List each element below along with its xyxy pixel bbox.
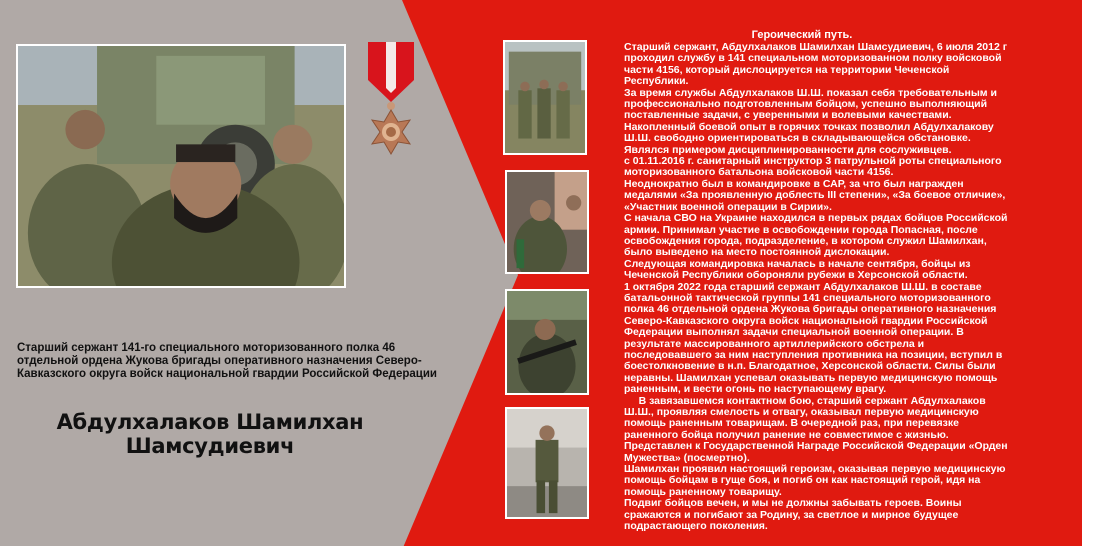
hero-name-line-2: Шамсудиевич: [125, 434, 295, 458]
main-photo: [16, 44, 346, 288]
bio-paragraph: С начала СВО на Украине находился в первых рядах бойцов Российской армии. Принимал участие в освобождении города Попасная, после освобождения города, подразделение, в котором служил Шамилхан, было выведено на место постоянной дислокации.: [624, 212, 1008, 259]
bio-paragraph: Накопленный боевой опыт в горячих точках позволил Абдулхалакову Ш.Ш. свободно ориентироваться в складывающейся обстановке.: [624, 120, 994, 145]
rank-caption: Старший сержант 141-го специального моторизованного полка 46 отдельной ордена Жукова бригады оперативного назначения Северо-Кавказского округа войск национальной гвардии Российской Федерации: [17, 342, 437, 380]
bio-paragraph: Являлся примером дисциплинированности для сослуживцев.: [624, 143, 952, 156]
photo-soldier-gun: [505, 289, 589, 395]
bio-paragraph: В завязавшемся контактном бою, старший сержант Абдулхалаков Ш.Ш., проявляя смелость и отвагу, оказывал первую медицинскую помощь раненным товарищам. В очередной раз, при перевязке раненного бойца получил ранение не совместимое с жизнью.: [624, 394, 989, 441]
bio-paragraph: Старший сержант, Абдулхалаков Шамилхан Шамсудиевич, 6 июля 2012 г проходил службу в 141 специальном моторизованном полку войсковой части 4156, который дислоцируется на территории Чеченской Республики.: [624, 41, 1008, 88]
photo-soldier-room: [505, 170, 589, 274]
biography-title: Героический путь.: [751, 29, 853, 41]
photo-soldiers-vehicle: [503, 40, 587, 155]
bio-paragraph: с 01.11.2016 г. санитарный инструктор 3 патрульной роты специального моторизованного батальона войсковой части 4156.: [624, 155, 1002, 179]
bottom-frame-edge: [0, 546, 1093, 550]
right-frame-edge: [1082, 0, 1093, 550]
bio-paragraph: 1 октября 2022 года старший сержант Абдулхалаков Ш.Ш. в составе батальонной тактической группы 141 специального моторизованного полка 46 отдельной ордена Жукова бригады оперативного назначения Северо-Кавказского округа войск национальной гвардии Российской Федерации выполнял задачи специальной военной операции. В результате массированного артиллерийского обстрела и последовавшего за ним наступления противника на позиции, вступил в боестолкновение в н.п. Благодатное, Херсонской области. Силы были неравны. Шамилхан успевал оказывать первую медицинскую помощь раненным, и вести огонь по наступающему врагу.: [624, 280, 1003, 396]
bio-paragraph: Следующая командировка началась в начале сентября, бойцы из Чеченской Республики обороняли рубежи в Херсонской области.: [624, 257, 971, 282]
hero-name-line-1: Абдулхалаков Шамилхан: [56, 410, 364, 434]
bio-paragraph: Неоднократно был в командировке в САР, за что был награжден медалями «За проявленную доблесть III степени», «За боевое отличие», «Участник военной операции в Сирии».: [624, 177, 1006, 213]
photo-soldier-standing: [505, 407, 589, 519]
hero-name: [20, 410, 400, 458]
biography-text: [624, 42, 1014, 532]
bio-paragraph: Представлен к Государственной Награде Российской Федерации «Орден Мужества» (посмертно).: [624, 440, 1008, 464]
bio-paragraph: Подвиг бойцов вечен, и мы не должны забывать героев. Воины сражаются и погибают за Родину, за светлое и мирное будущее подрастающего поколения.: [624, 497, 962, 533]
bio-paragraph: Шамилхан проявил настоящий героизм, оказывая первую медицинскую помощь бойцам в гуще боя, и погиб он как настоящий герой, идя на помощь раненному товарищу.: [624, 463, 1006, 498]
bio-paragraph: За время службы Абдулхалаков Ш.Ш. показал себя требовательным и профессионально подготовленным бойцом, успешно выполняющий поставленные задачи, с уверенными и волевыми качествами.: [624, 86, 997, 122]
order-of-courage-medal: [360, 40, 422, 166]
